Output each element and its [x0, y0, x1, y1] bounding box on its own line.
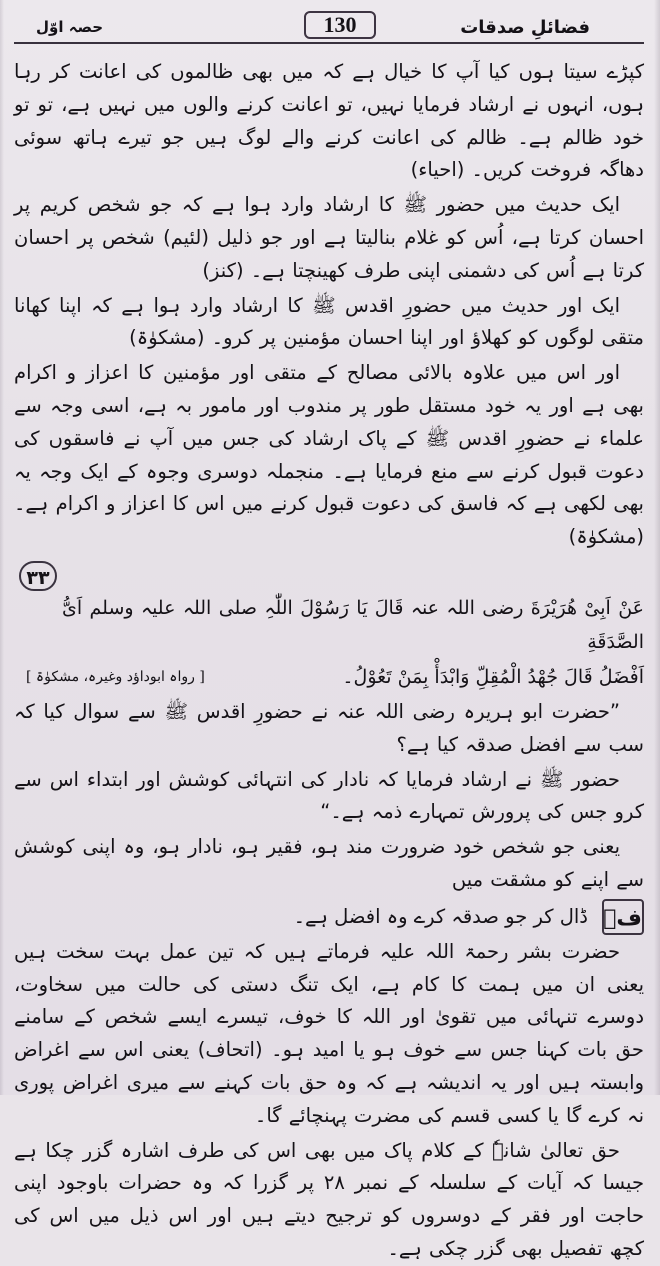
page-edge-shadow [0, 0, 4, 1095]
hadith-arabic-line-2-row [14, 660, 644, 694]
translation-line-1: ”حضرت ابو ہریرہ رضی اللہ عنہ نے حضورِ اقدس ﷺ سے سوال کیا کہ سب سے افضل صدقہ کیا ہے؟ [14, 699, 644, 756]
paragraph-commentary: اور اس میں علاوہ بالائی مصالح کے متقی اور مؤمنین کا اعزاز و اکرام بھی ہے اور یہ خود مستقل طور پر مندوب اور مامور بہ ہے، اسی وجہ سے علماء نے حضورِ اقدس ﷺ کے پاک ارشاد کی جس میں آپ نے فاسقوں کی دعوت قبول کرنے سے منع فرمایا ہے۔ منجملہ دوسری وجوہ کے ایک وجہ یہ بھی لکھی ہے کہ فاسق کی دعوت قبول کرنے میں اس کا اعزاز و اکرام ہے۔ (مشکوٰۃ) [14, 361, 644, 549]
translation-line-2: حضور ﷺ نے ارشاد فرمایا کہ نادار کی انتہائی کوشش اور ابتداء اس سے کرو جس کی پرورش تمہارے ذمہ ہے۔“ [14, 767, 644, 824]
hadith-number: ۳۳ [19, 561, 57, 591]
section-label: حصہ اوّل [36, 18, 104, 36]
paragraph-bishr: حضرت بشر رحمۃ اللہ علیہ فرماتے ہیں کہ تین عمل بہت سخت ہیں یعنی ان میں ہمت کا کام ہے، ایک تنگ دستی کی حالت میں سخاوت، دوسرے تنہائی میں تقویٰ اور اللہ کا خوف، تیسرے ایسے شخص کے سامنے حق بات کہنا جس سے خوف ہو یا امید ہو۔ (اتحاف) یعنی اس سے اغراض وابستہ ہیں اور یہ اندیشہ ہے کہ وہ حق بات کہنے سے میری اغراض پوری نہ کرے گا یا کسی قسم کی مضرت پہنچائے گا۔ [14, 939, 644, 1127]
fa-note-row [14, 899, 644, 935]
page-header [14, 10, 644, 44]
paragraph-hadith-2: ایک اور حدیث میں حضورِ اقدس ﷺ کا ارشاد وارد ہوا ہے کہ اپنا کھانا متقی لوگوں کو کھلاؤ اور اپنا احسان مؤمنین پر کرو۔ (مشکوٰۃ) [14, 293, 644, 350]
hadith-source: [ رواہ ابوداؤد وغیرہ، مشکوٰۃ ] [26, 668, 205, 685]
paragraph-quran-reference: حق تعالیٰ شانہٗ کے کلام پاک میں بھی اس کی طرف اشارہ گزر چکا ہے جیسا کہ آیات کے سلسلہ کے نمبر ۲۸ پر گزرا کہ وہ حضرات باوجود اپنی حاجت اور فقر کے دوسروں کو ترجیح دیتے ہیں اور اس ذیل میں اس کی کچھ تفصیل بھی گزر چکی ہے۔ [14, 1138, 644, 1260]
page-number: 130 [304, 11, 376, 39]
book-title: فضائلِ صدقات [460, 17, 590, 38]
hadith-arabic-line-1: عَنْ اَبِیْ هُرَیْرَةَ رضی اللہ عنہ قَالَ یَا رَسُوْلَ اللّٰہِ صلی اللہ علیہ وسلم اَیُّ الصَّدَقَةِ [62, 596, 644, 653]
page-edge-shadow [654, 0, 660, 1095]
hadith-arabic-block [14, 561, 644, 659]
fa-mark: فؔ [602, 899, 644, 935]
hadith-arabic-line-2: اَفْضَلُ قَالَ جُهْدُ الْمُقِلِّ وَابْدَأْ بِمَنْ تَعُوْلُ۔ [342, 665, 644, 688]
translation-line-3: یعنی جو شخص خود ضرورت مند ہو، فقیر ہو، نادار ہو، وہ اپنی کوشش سے اپنے کو مشقت میں [14, 835, 644, 891]
paragraph-intro: کپڑے سیتا ہوں کیا آپ کا خیال ہے کہ میں بھی ظالموں کی اعانت کر رہا ہوں، انہوں نے ارشاد فرمایا نہیں، تو اعانت کرنے والوں میں نہیں ہے، تو تو خود ظالم ہے۔ ظالم کی اعانت کرنے والے لوگ ہیں جو تیرے ہاتھ سوئی دھاگہ فروخت کریں۔ (احیاء) [14, 60, 644, 182]
paragraph-hadith-1: ایک حدیث میں حضور ﷺ کا ارشاد وارد ہوا ہے کہ جو شخص کریم پر احسان کرتا ہے، اُس کو غلام بنالیتا ہے اور جو ذلیل (لئیم) شخص پر احسان کرتا ہے اُس کی دشمنی اپنی طرف کھینچتا ہے۔ (کنز) [14, 193, 644, 282]
fa-note-text: ڈال کر جو صدقہ کرے وہ افضل ہے۔ [293, 904, 588, 928]
